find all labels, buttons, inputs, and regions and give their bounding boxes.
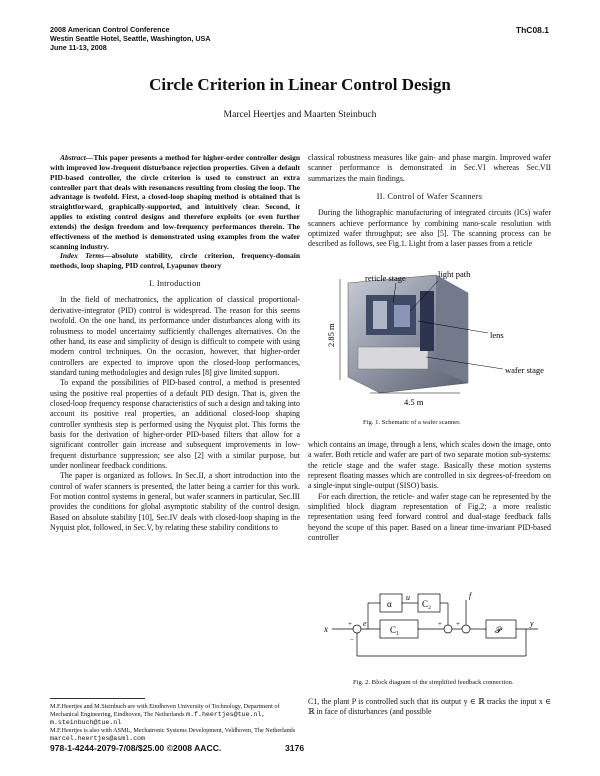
label-u: u — [406, 593, 410, 602]
right-paragraph-0: classical robustness measures like gain- and phase margin. Improved wafer scanner performance is demonstrated in Sec.VI whereas Sec.VII summarizes the main findings. — [308, 153, 551, 183]
label-f: f — [469, 591, 472, 600]
paper-authors: Marcel Heertjes and Maarten Steinbuch — [223, 109, 377, 120]
paper-title: Circle Criterion in Linear Control Design — [149, 75, 451, 94]
plus-sign-2: + — [438, 620, 442, 628]
index-terms-text: absolute stability, circle criterion, frequency-domain methods, loop shaping, PID control, Lyapunov theory — [50, 251, 300, 271]
conference-venue: Westin Seattle Hotel, Seattle, Washington, USA — [50, 34, 211, 43]
abstract-label: Abstract — [60, 153, 86, 162]
wafer-paragraph-2: which contains an image, through a lens, which scales down the image, onto a wafer. Both reticle and wafer are part of two separate motion sub-systems: the reticle stage and the wafer stage. Basically these motion systems represent floating masses which are controlled in six degrees-of-freedom on a single-input single-output (SISO) basis. — [308, 440, 551, 491]
conference-name: 2008 American Control Conference — [50, 25, 170, 34]
section-2-title: II. Control of Wafer Scanners — [376, 192, 483, 202]
footnote-2-email[interactable]: marcel.heertjes@asml.com — [50, 735, 145, 742]
label-light-path: light path — [438, 269, 471, 279]
footnote-2-text: M.F.Heertjes is also with ASML, Mechatronic Systems Development, Veldhoven, The Netherlands — [50, 727, 296, 734]
minus-sign-1: − — [350, 636, 354, 644]
optics-block — [394, 305, 410, 327]
intro-paragraph-3: The paper is organized as follows. In Sec.II, a short introduction into the control of wafer scanners is presented, the latter being a carrier for this work. For motion control systems in general, but wafer scanners in particular, Sec.III provides the conditions for global asymptotic stability of the control design. Based on absolute stability [10], Sec.IV deals with closed-loop shaping in the Nyquist plot, followed, in Sec.V, by relating these stability conditions to — [50, 471, 300, 533]
footnote-1 — [50, 703, 300, 727]
intro-paragraph-1: In the field of mechatronics, the application of classical proportional-derivative-integrator (PID) control is widespread. The reason for this seems twofold. On the one hand, its performance under disturbances along with its robustness to model uncertainty sufficiently challenges alternatives. On the other hand, its ease and simplicity of design is difficult to compete with using modern control techniques. On the occasion, however, that higher-order controllers are expected to improve upon the closed-loop performances, standard tuning methodologies and design rules [8] give limited support. — [50, 295, 300, 377]
session-code: ThC08.1 — [515, 25, 549, 35]
wafer-stage-block — [358, 347, 428, 369]
footnote-rule — [50, 698, 145, 699]
figure-1-wafer-scanner — [318, 265, 553, 410]
section-1-title: I. Introduction — [149, 279, 201, 289]
figure-1-caption: Fig. 1. Schematic of a wafer scanner. — [363, 419, 461, 426]
label-wafer-stage: wafer stage — [505, 365, 544, 375]
footer-page-number: 3176 — [285, 743, 305, 753]
label-y: y — [530, 619, 534, 628]
label-c1: C₁ — [390, 625, 400, 635]
conference-header — [50, 25, 211, 52]
plus-sign-3: + — [456, 620, 460, 628]
index-terms: Index Terms—absolute stability, circle criterion, frequency-domain methods, loop shaping, PID control, Lyapunov theory — [50, 251, 300, 271]
label-alpha: α — [387, 599, 392, 609]
footnote-2 — [50, 727, 300, 743]
right-column-top — [308, 153, 551, 250]
right-column-middle — [308, 440, 551, 543]
abstract-text: This paper presents a method for higher-order controller design with improved low-frequent disturbance rejection properties. Given a default PID-based controller, the circle criterion is used to construct an extra controller part that deals with resonances resulting from closing the loop. The advantage is twofold. First, a closed-loop shaping method is obtained that is straightforward, graphically-supported, and intuitively clear. Second, it applies to existing control designs and therefore exploits (or even further extends) the design freedom and low-frequency performances therein. The effectiveness of the method is demonstrated using examples from the wafer scanning industry. — [50, 153, 300, 251]
wafer-paragraph-4: C1, the plant P is controlled such that its output y ∈ ℝ tracks the input x ∈ ℝ in face of disturbances (and possible — [308, 697, 551, 717]
footnote-1-text: M.F.Heertjes and M.Steinbuch are with Eindhoven University of Technology, Department of Mechanical Engineering, Eindhoven, The Netherlands — [50, 703, 280, 718]
conference-date: June 11-13, 2008 — [50, 43, 107, 52]
figure-2-caption: Fig. 2. Block diagram of the simplified feedback connection. — [353, 679, 514, 686]
left-column — [50, 153, 300, 533]
wafer-paragraph-3: For each direction, the reticle- and wafer stage can be represented by the simplified block diagram representation of Fig.2; a more realistic representation using feed forward control and dual-stage feedback falls beyond the scope of this paper. Based on a linear time-invariant PID-based controller — [308, 491, 551, 543]
intro-paragraph-2: To expand the possibilities of PID-based control, a method is presented using the positive real properties of a default PID design. That is, given the closed-loop frequency response characteristics of such a design and taking into account its positive real properties, an additional closed-loop shaping controller synthesis step is performed using the Nyquist plot. This forms the basis for the derivation of higher-order PID-based filters that allow for a significant controller gain increase and subsequent improvements in low-frequent disturbance suppression; see also [2] with a similar purpose, but under nonlinear feedback conditions. — [50, 378, 300, 470]
footer-isbn: 978-1-4244-2079-7/08/$25.00 ©2008 AACC. — [50, 743, 222, 753]
right-column-bottom — [308, 697, 551, 718]
label-e: e — [363, 619, 367, 628]
label-width: 4.5 m — [404, 397, 424, 407]
summing-junction-3 — [462, 625, 470, 633]
label-p: 𝒫 — [495, 625, 502, 635]
summing-junction-2 — [444, 625, 452, 633]
label-lens: lens — [490, 330, 504, 340]
figure-2-block-diagram — [318, 582, 548, 672]
footnote-1-email[interactable]: m.f.heertjes@tue.nl, m.steinbuch@tue.nl — [50, 711, 266, 726]
label-reticle-stage: reticle stage — [365, 273, 406, 283]
abstract: Abstract—This paper presents a method for higher-order controller design with improved low-frequent disturbance rejection properties. Given a default PID-based controller, the circle criterion is used to construct an extra controller part that deals with resonances resulting from closing the loop. The advantage is twofold. First, a closed-loop shaping method is obtained that is straightforward, graphically-supported, and intuitively clear. Second, it applies to existing control designs and therefore exploits (or even further extends) the design freedom and low-frequency performances therein. The effectiveness of the method is demonstrated using examples from the wafer scanning industry. — [50, 153, 300, 251]
scanner-cabinet — [420, 291, 434, 351]
index-terms-label: Index Terms — [60, 251, 105, 261]
footnotes — [50, 698, 300, 743]
label-c2: C₂ — [422, 599, 432, 609]
plus-sign-1: + — [348, 620, 352, 628]
wafer-paragraph-1: During the lithographic manufacturing of integrated circuits (ICs) wafer scanners achieve performance by combining nano-scale resolution with optimized wafer throughput; see also [5]. The scanning process can be described as follows, see Fig.1. Light from a laser passes from a reticle — [308, 208, 551, 249]
label-x: x — [324, 624, 328, 634]
label-height: 2.85 m — [326, 323, 336, 347]
summing-junction-1 — [353, 625, 361, 633]
lens-column — [373, 301, 387, 329]
